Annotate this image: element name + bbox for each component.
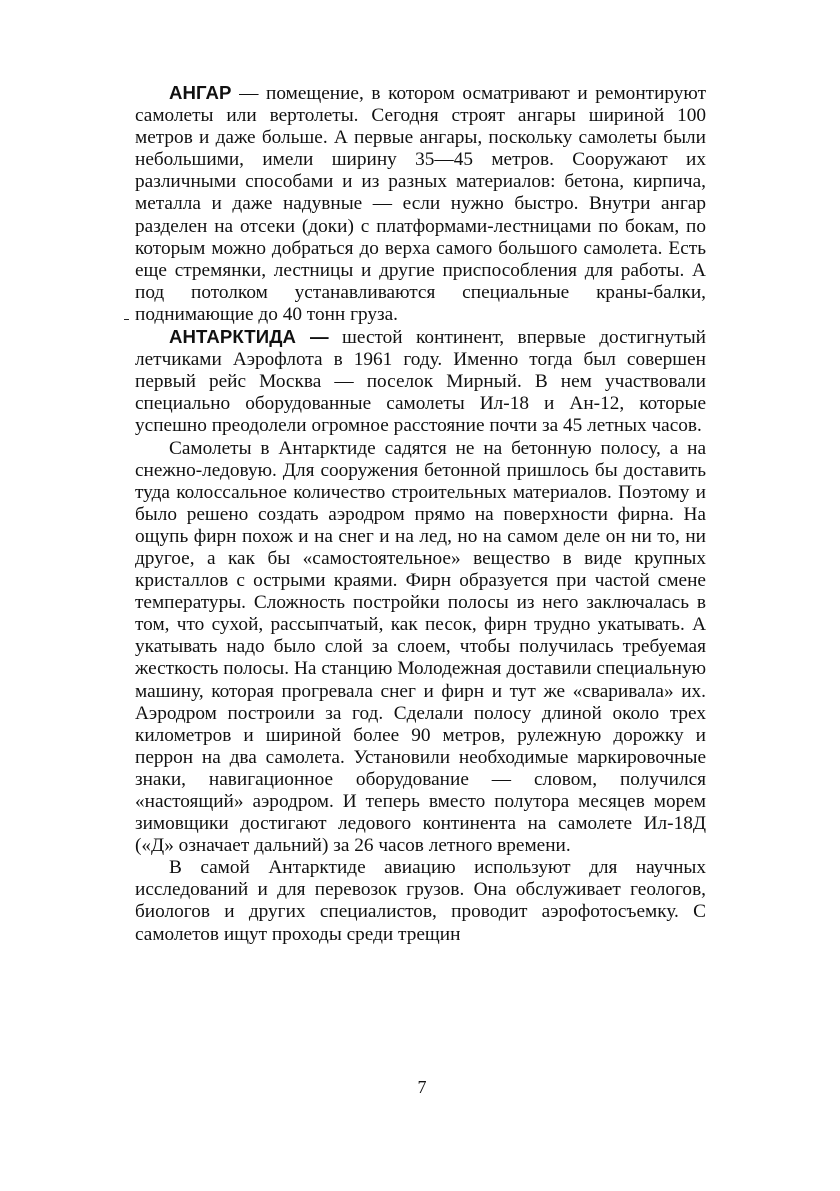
- entry-body-antarktida: шестой континент, впервые достигнутый летчиками Аэрофлота в 1961 году. Именно тогда был совершен первый рейс Москва — поселок Мирный. В нем участвовали специально оборудованные самолеты Ил-18 и Ан-12, которые успешно преодолели огромное расстояние почти за 45 летных часов.: [135, 327, 706, 437]
- page-number: 7: [417, 1077, 427, 1097]
- margin-mark: [124, 319, 129, 320]
- paragraph-airfield: Самолеты в Антарктиде садятся не на бетонную полосу, а на снежно-ледовую. Для сооружения бетонной пришлось бы доставить туда колоссальное количество строительных материалов. Поэтому и было решено создать аэродром прямо на поверхности фирна. На ощупь фирн похож и на снег и на лед, но на самом деле он ни то, ни другое, а как бы «самостоятельное» вещество в виде крупных кристаллов с острыми краями. Фирн образуется при частой смене температуры. Сложность постройки полосы из него заключалась в том, что сухой, рассыпчатый, как песок, фирн трудно укатывать. А укатывать надо было слой за слоем, чтобы получилась требуемая жесткость полосы. На станцию Молодежная доставили специальную машину, которая прогревала снег и фирн и тут же «сваривала» их. Аэродром построили за год. Сделали полосу длиной около трех километров и шириной более 90 метров, рулежную дорожку и перрон на два самолета. Установили необходимые маркировочные знаки, навигационное оборудование — словом, получился «настоящий» аэродром. И теперь вместо полутора месяцев морем зимовщики достигают ледового континента на самолете Ил-18Д («Д» означает дальний) за 26 часов летного времени.: [135, 437, 706, 857]
- entry-antarktida: [135, 326, 706, 437]
- entry-body-angar: — помещение, в котором осматривают и ремонтируют самолеты или вертолеты. Сегодня строят ангары шириной 100 метров и даже больше. А первые ангары, поскольку самолеты были небольшими, имели ширину 35—45 метров. Сооружают их различными способами и из разных материалов: бетона, кирпича, металла и даже надувные — если нужно быстро. Внутри ангар разделен на отсеки (доки) с платформами-лестницами по бокам, по которым можно добраться до верха самого большого самолета. Есть еще стремянки, лестницы и другие приспособления для работы. А под потолком устанавливаются специальные краны-балки, поднимающие до 40 тонн груза.: [135, 83, 706, 325]
- entry-term-antarktida: АНТАРКТИДА —: [169, 326, 329, 348]
- page-text: [135, 82, 706, 946]
- paragraph-aviation-use: В самой Антарктиде авиацию используют для научных исследований и для перевозок грузов. Она обслуживает геологов, биологов и других специалистов, проводит аэрофотосъемку. С самолетов ищут проходы среди трещин: [135, 857, 706, 945]
- entry-term-angar: АНГАР: [169, 82, 232, 103]
- entry-angar: [135, 82, 706, 326]
